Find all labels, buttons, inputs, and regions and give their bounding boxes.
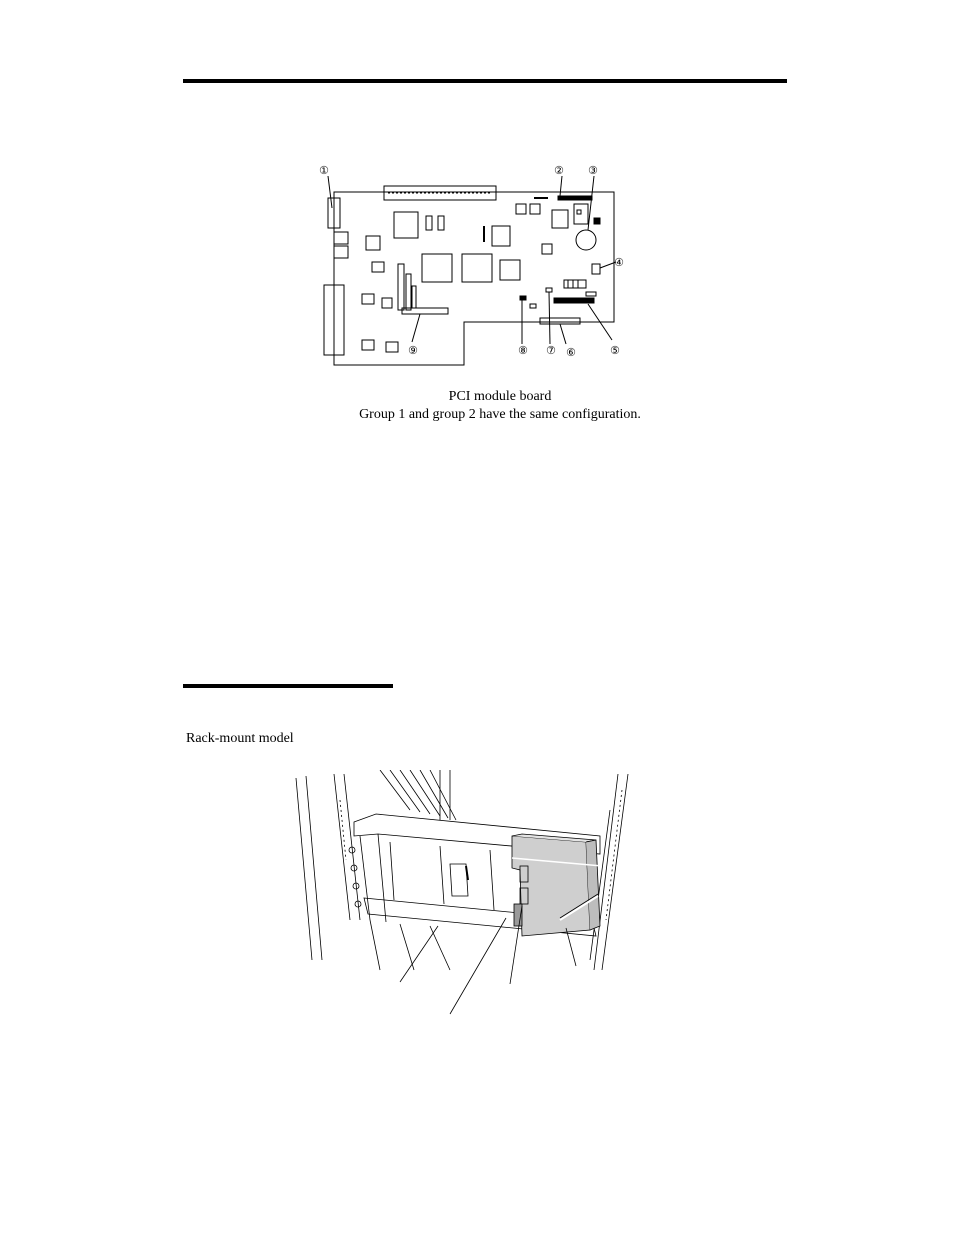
pci-module xyxy=(512,836,590,936)
board-caption-title: PCI module board xyxy=(448,389,552,404)
callout-7: ⑦ xyxy=(546,344,556,357)
header-rule xyxy=(183,79,787,83)
callout-6: ⑥ xyxy=(566,346,576,359)
connector-2 xyxy=(558,196,592,200)
rack-mount-figure xyxy=(290,770,638,1015)
callout-4: ④ xyxy=(614,256,624,269)
callout-5: ⑤ xyxy=(610,344,620,357)
pci-module-board-figure xyxy=(316,160,638,370)
callout-1: ① xyxy=(319,164,329,177)
connector-5 xyxy=(554,298,594,303)
connector-6 xyxy=(540,318,580,324)
connector-9 xyxy=(402,308,448,314)
left-rack-post xyxy=(296,774,360,960)
battery-3 xyxy=(576,230,596,250)
section-rule xyxy=(183,684,393,688)
board-outline xyxy=(334,192,614,365)
callout-3: ③ xyxy=(588,164,598,177)
rack-mount-label: Rack-mount model xyxy=(186,731,294,746)
callout-2: ② xyxy=(554,164,564,177)
callout-9: ⑨ xyxy=(408,344,418,357)
callout-8: ⑧ xyxy=(518,344,528,357)
board-caption-note: Group 1 and group 2 have the same configuration. xyxy=(359,407,641,422)
